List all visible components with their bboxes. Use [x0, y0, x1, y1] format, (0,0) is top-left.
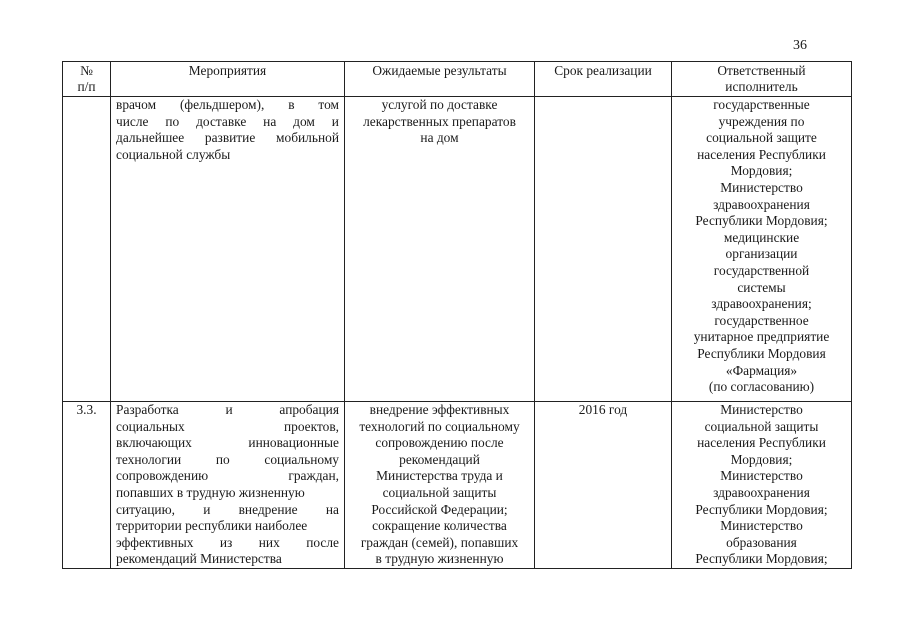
measures-table [62, 61, 852, 569]
header-num [63, 62, 111, 97]
executor-line: Министерство [720, 518, 803, 534]
header-num-line-1: № [80, 63, 93, 78]
results-line: сопровождению после [375, 435, 504, 451]
table-row [63, 402, 852, 569]
page-number: 36 [793, 38, 807, 53]
header-executor-line-1: Ответственный [717, 63, 806, 78]
executor-line: Республики Мордовия; [695, 551, 828, 567]
events-word: эффективных [116, 534, 194, 550]
cell-events [111, 402, 345, 569]
executor-line: Мордовия; [730, 451, 793, 467]
events-word: развитие [204, 130, 256, 146]
executor-line: «Фармация» [725, 362, 798, 378]
events-line [116, 435, 339, 452]
events-word: по [215, 451, 230, 467]
executor-line: Министерство [720, 402, 803, 417]
table-row [63, 97, 852, 402]
events-word: социальному [264, 451, 339, 467]
events-word: мобильной [276, 130, 339, 146]
header-executor [672, 62, 852, 97]
events-line [116, 419, 339, 436]
events-word: и [331, 113, 339, 129]
events-word: и [203, 501, 211, 517]
events-word: сопровождению [116, 468, 209, 484]
events-word: том [318, 97, 339, 112]
executor-line: (по согласованию) [708, 379, 815, 395]
events-line [116, 468, 339, 485]
results-line: сокращение количества [372, 518, 507, 534]
results-line: рекомендаций [399, 451, 480, 467]
cell-num [63, 97, 111, 402]
cell-num: 3.3. [63, 402, 111, 569]
events-line: рекомендаций Министерства [116, 551, 282, 567]
header-deadline: Срок реализации [535, 62, 672, 97]
events-word: внедрение [238, 501, 298, 517]
events-word: ситуацию, [116, 501, 175, 517]
executor-line: системы [737, 279, 786, 295]
events-word: числе [116, 113, 149, 129]
events-word: социальных [116, 418, 185, 434]
cell-results [345, 97, 535, 402]
results-line: Министерства труда и [376, 468, 503, 484]
executor-line: образования [726, 534, 797, 550]
executor-line: населения Республики [697, 146, 826, 162]
header-results: Ожидаемые результаты [345, 62, 535, 97]
events-word: в [288, 97, 295, 112]
events-word: после [306, 534, 339, 550]
events-word: Разработка [116, 402, 179, 417]
events-line [116, 402, 339, 419]
events-line [116, 452, 339, 469]
results-line: граждан (семей), попавших [360, 534, 519, 550]
executor-line: Мордовия; [730, 163, 793, 179]
header-executor-line-2: исполнитель [725, 79, 798, 94]
events-word: и [225, 402, 233, 417]
events-word: доставке [196, 113, 247, 129]
cell-deadline: 2016 год [535, 402, 672, 569]
executor-line: населения Республики [697, 435, 826, 451]
executor-line: Республики Мордовия; [695, 501, 828, 517]
executor-line: медицинские [723, 229, 800, 245]
executor-line: Республики Мордовия; [695, 213, 828, 229]
events-word: граждан, [288, 468, 339, 484]
results-line: на дом [420, 130, 459, 146]
events-line [116, 130, 339, 147]
events-line: территории республики наиболее [116, 518, 308, 534]
events-line: социальной службы [116, 146, 231, 162]
executor-line: унитарное предприятие [693, 329, 830, 345]
results-line: технологий по социальному [359, 418, 520, 434]
events-word: (фельдшером), [179, 97, 265, 112]
executor-line: здравоохранения [713, 196, 810, 212]
header-num-line-2: п/п [77, 79, 96, 94]
events-word: проектов, [283, 418, 339, 434]
cell-executor [672, 97, 852, 402]
cell-events [111, 97, 345, 402]
cell-results [345, 402, 535, 569]
events-word: инновационные [248, 435, 339, 451]
executor-line: социальной защиты [704, 418, 819, 434]
events-word: дальнейшее [116, 130, 185, 146]
events-word: апробация [279, 402, 339, 417]
table-header-row [63, 62, 852, 97]
executor-line: государственной [713, 262, 810, 278]
executor-line: здравоохранения; [711, 296, 812, 312]
events-word: включающих [116, 435, 192, 451]
executor-line: Министерство [720, 179, 803, 195]
header-events: Мероприятия [111, 62, 345, 97]
executor-line: учреждения по [718, 113, 805, 129]
results-line: социальной защиты [382, 484, 497, 500]
cell-deadline [535, 97, 672, 402]
results-line: услугой по доставке [381, 97, 498, 112]
events-line: попавших в трудную жизненную [116, 484, 305, 500]
results-line: в трудную жизненную [375, 551, 504, 567]
events-line [116, 535, 339, 552]
results-line: лекарственных препаратов [363, 113, 516, 129]
events-word: по [165, 113, 180, 129]
executor-line: Республики Мордовия [697, 345, 826, 361]
events-word: них [258, 534, 280, 550]
events-word: из [219, 534, 233, 550]
executor-line: здравоохранения [713, 484, 810, 500]
executor-line: государственные [713, 97, 810, 112]
results-line: внедрение эффективных [369, 402, 510, 417]
executor-line: социальной защите [706, 130, 817, 146]
cell-executor [672, 402, 852, 569]
events-line [116, 114, 339, 131]
executor-line: государственное [714, 312, 809, 328]
events-word: врачом [116, 97, 157, 112]
results-line: Российской Федерации; [371, 501, 508, 517]
executor-line: организации [725, 246, 798, 262]
events-line [116, 97, 339, 114]
events-word: технологии [116, 451, 182, 467]
executor-line: Министерство [720, 468, 803, 484]
events-word: на [325, 501, 339, 517]
events-word: на [263, 113, 277, 129]
events-word: дом [293, 113, 315, 129]
events-line [116, 502, 339, 519]
